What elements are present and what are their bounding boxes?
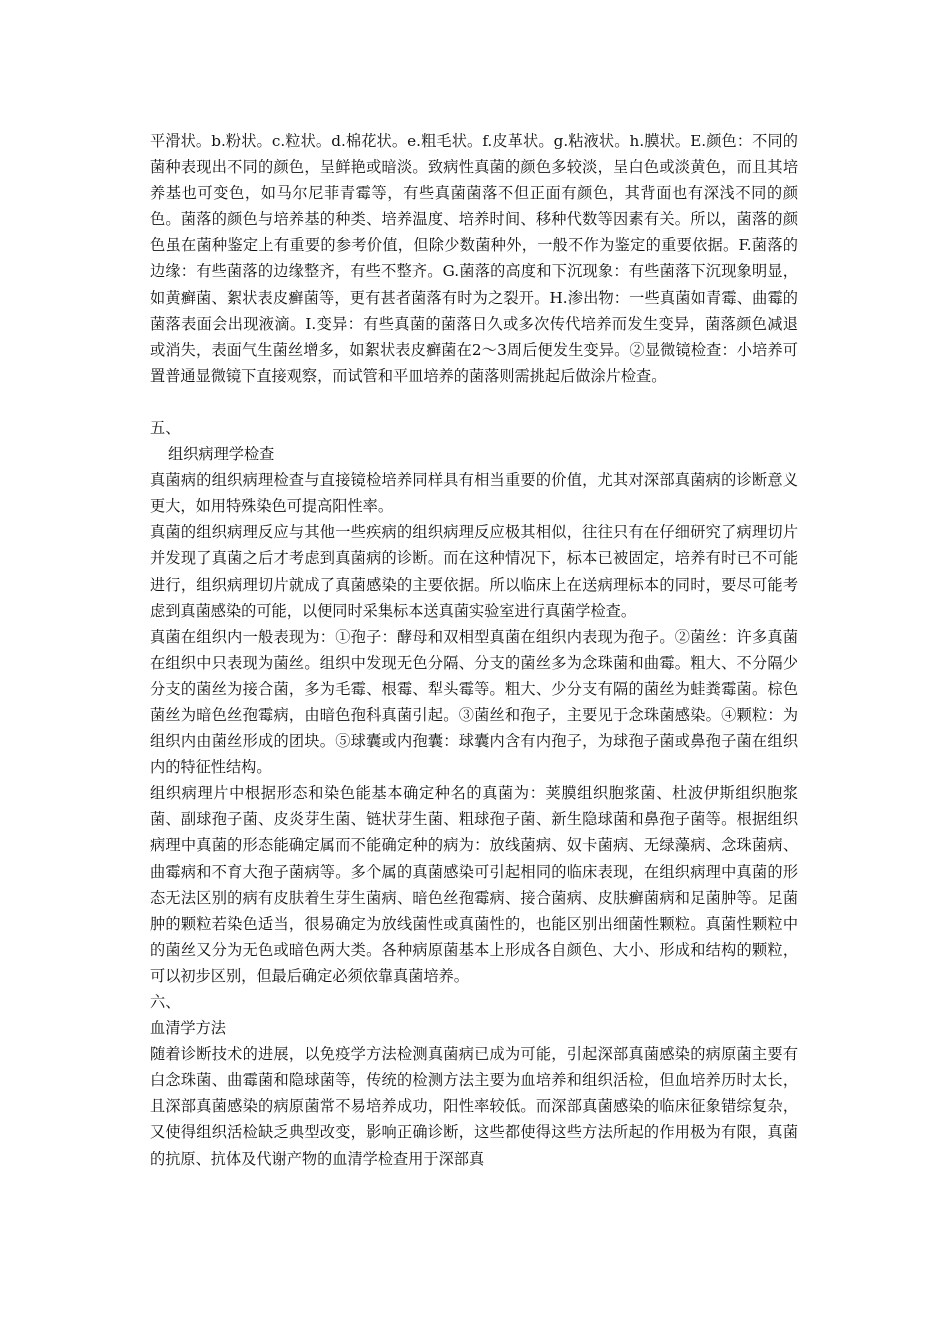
section-5-title: 组织病理学检查 bbox=[168, 445, 275, 464]
section-5-paragraph-1: 真菌病的组织病理检查与直接镜检培养同样具有相当重要的价值，尤其对深部真菌病的诊断意义更大，如用特殊染色可提高阳性率。 bbox=[150, 471, 798, 516]
document-page bbox=[150, 128, 798, 1172]
section-6-paragraph-1: 随着诊断技术的进展，以免疫学方法检测真菌病已成为可能，引起深部真菌感染的病原菌主要有白念珠菌、曲霉菌和隐球菌等，传统的检测方法主要为血培养和组织活检，但血培养历时太长，且深部真菌感染的病原菌常不易培养成功，阳性率较低。而深部真菌感染的临床征象错综复杂，又使得组织活检缺乏典型改变，影响正确诊断，这些都使得这些方法所起的作用极为有限，真菌的抗原、抗体及代谢产物的血清学检查用于深部真 bbox=[150, 1045, 798, 1168]
section-5-number: 五、 bbox=[150, 418, 181, 437]
section-5-paragraph-2: 真菌的组织病理反应与其他一些疾病的组织病理反应极其相似，往往只有在仔细研究了病理切片并发现了真菌之后才考虑到真菌病的诊断。而在这种情况下，标本已被固定，培养有时已不可能进行，组织病理切片就成了真菌感染的主要依据。所以临床上在送病理标本的同时，要尽可能考虑到真菌感染的可能，以便同时采集标本送真菌实验室进行真菌学检查。 bbox=[150, 523, 798, 620]
section-6-title: 血清学方法 bbox=[150, 1019, 226, 1038]
colony-morphology-paragraph: 平滑状。b.粉状。c.粒状。d.棉花状。e.粗毛状。f.皮革状。g.粘液状。h.膜状。E.颜色：不同的菌种表现出不同的颜色，呈鲜艳或暗淡。致病性真菌的颜色多较淡，呈白色或淡黄色，而且其培养基也可变色，如马尔尼菲青霉等，有些真菌菌落不但正面有颜色，其背面也有深浅不同的颜色。菌落的颜色与培养基的种类、培养温度、培养时间、移种代数等因素有关。所以，菌落的颜色虽在菌种鉴定上有重要的参考价值，但除少数菌种外，一般不作为鉴定的重要依据。F.菌落的边缘：有些菌落的边缘整齐，有些不整齐。G.菌落的高度和下沉现象：有些菌落下沉现象明显，如黄癣菌、絮状表皮癣菌等，更有甚者菌落有时为之裂开。H.渗出物：一些真菌如青霉、曲霉的菌落表面会出现液滴。I.变异：有些真菌的菌落日久或多次传代培养而发生变异，菌落颜色减退或消失，表面气生菌丝增多，如絮状表皮癣菌在2～3周后便发生变异。②显微镜检查：小培养可置普通显微镜下直接观察，而试管和平皿培养的菌落则需挑起后做涂片检查。 bbox=[150, 132, 798, 385]
paragraph-spacer bbox=[150, 389, 798, 415]
section-5-paragraph-3: 真菌在组织内一般表现为：①孢子：酵母和双相型真菌在组织内表现为孢子。②菌丝：许多真菌在组织中只表现为菌丝。组织中发现无色分隔、分支的菌丝多为念珠菌和曲霉。粗大、不分隔少分支的菌丝为接合菌，多为毛霉、根霉、犁头霉等。粗大、少分支有隔的菌丝为蛙粪霉菌。棕色菌丝为暗色丝孢霉病，由暗色孢科真菌引起。③菌丝和孢子，主要见于念珠菌感染。④颗粒：为组织内由菌丝形成的团块。⑤球囊或内孢囊：球囊内含有内孢子，为球孢子菌或鼻孢子菌在组织内的特征性结构。 bbox=[150, 627, 798, 777]
section-6-number: 六、 bbox=[150, 993, 181, 1011]
section-5-paragraph-4: 组织病理片中根据形态和染色能基本确定种名的真菌为：荚膜组织胞浆菌、杜波伊斯组织胞浆菌、副球孢子菌、皮炎芽生菌、链状芽生菌、粗球孢子菌、新生隐球菌和鼻孢子菌等。根据组织病理中真菌的形态能确定属而不能确定种的病为：放线菌病、奴卡菌病、无绿藻病、念珠菌病、曲霉病和不育大孢子菌病等。多个属的真菌感染可引起相同的临床表现，在组织病理中真菌的形态无法区别的病有皮肤着生芽生菌病、暗色丝孢霉病、接合菌病、皮肤癣菌病和足菌肿等。足菌肿的颗粒若染色适当，很易确定为放线菌性或真菌性的，也能区别出细菌性颗粒。真菌性颗粒中的菌丝又分为无色或暗色两大类。各种病原菌基本上形成各自颜色、大小、形成和结构的颗粒，可以初步区别，但最后确定必须依靠真菌培养。 bbox=[150, 784, 798, 985]
